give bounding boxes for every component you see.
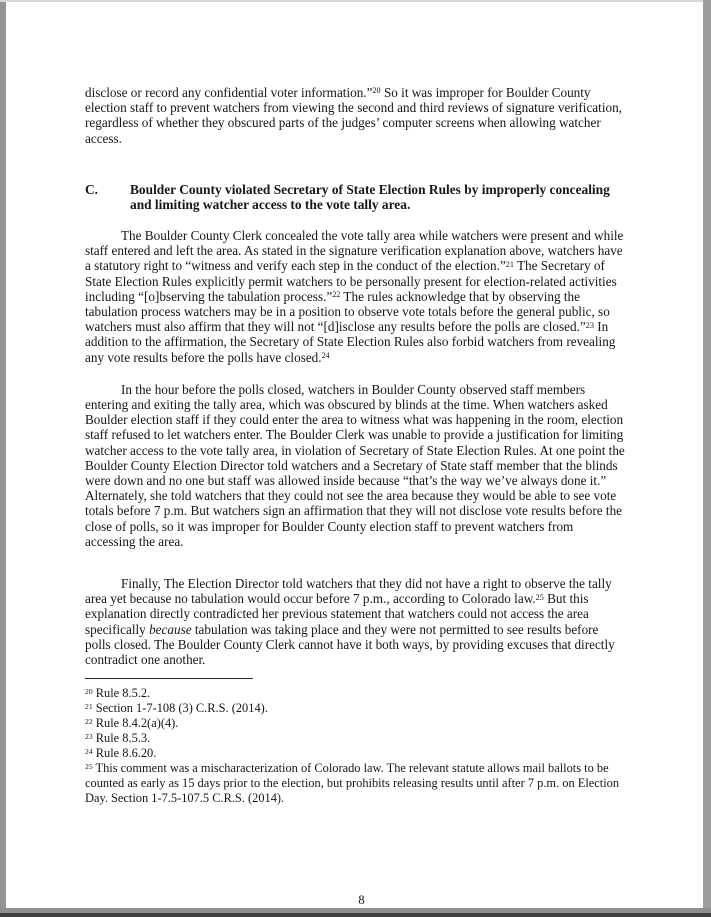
footnote-number: 25	[85, 761, 93, 771]
page-number: 8	[358, 893, 365, 907]
paragraph-text: In the hour before the polls closed, watchers in Boulder County observed staff members entering and exiting the tally area, which was obscured by blinds at the time. When watchers asked Boulder election staff if they could enter the area to witness what was happening in the room, election staff refused to let watchers enter. The Boulder Clerk was unable to provide a justification for limiting watcher access to the vote tally area, in violation of Secretary of State Election Rules. At one point the Boulder County Election Director told watchers and a Secretary of State staff member that the blinds were down and no one but staff was allowed inside because “that’s the way we’ve always done it.” Alternately, she told watchers that they could not see the area because they would be able to see vote totals before 7 p.m. But watchers sign an affirmation that they will not disclose vote results before the close of polls, so it was improper for Boulder County election staff to prevent watchers from accessing the area.	[85, 381, 625, 549]
footnote-number: 21	[85, 701, 93, 711]
footnote-25	[85, 761, 626, 806]
footnote-23	[85, 731, 626, 746]
footnote-20	[85, 686, 626, 701]
footnote-24	[85, 746, 626, 761]
page-content	[85, 85, 626, 806]
paragraph-text: Finally, The Election Director told watchers that they did not have a right to observe the tally area yet because no tabulation would occur before 7 p.m., according to Colorado law.	[85, 576, 612, 607]
document-page	[6, 2, 703, 908]
footnote-number: 22	[85, 716, 93, 726]
footnote-text: Rule 8.5.3.	[95, 731, 151, 746]
paragraph-text: In addition to the affirmation, the Secretary of State Election Rules also forbid watchers from revealing any vote results before the polls have closed.	[85, 319, 616, 365]
footnote-number: 23	[85, 731, 93, 741]
paragraph-text: tabulation was taking place and they were not permitted to see results before polls closed. The Boulder County Clerk cannot have it both ways, by providing excuses that directly contradict one another.	[85, 621, 615, 668]
paragraph-text: The Secretary of State Election Rules explicitly permit watchers to be personally present for election-related activities including “[o]bserving the tabulation process.”	[85, 258, 617, 304]
body-paragraph-2	[85, 228, 626, 365]
section-letter: C.	[85, 181, 99, 197]
footnote-text: Rule 8.6.20.	[95, 746, 157, 761]
footnote-text: Rule 8.4.2(a)(4).	[95, 716, 179, 731]
italic-text: because	[149, 621, 192, 637]
viewer-bottom-shadow	[0, 913, 711, 917]
footnote-ref-24: 24	[321, 350, 330, 360]
footnote-text: Rule 8.5.2.	[95, 686, 151, 701]
footnote-ref-25: 25	[535, 592, 544, 602]
footnote-text: This comment was a mischaracterization of Colorado law. The relevant statute allows mail ballots to be counted as early as 15 days prior to the election, but prohibits releasing results until after 7 p.m. on Election Day. Section 1-7.5-107.5 C.R.S. (2014).	[85, 761, 620, 806]
footnote-ref-22: 22	[332, 290, 341, 300]
footnote-ref-21: 21	[505, 259, 514, 269]
paragraph-text: disclose or record any confidential voter information.”	[85, 85, 373, 100]
footnote-text: Section 1-7-108 (3) C.R.S. (2014).	[95, 701, 268, 716]
body-paragraph-4	[85, 576, 626, 667]
footnote-ref-23: 23	[585, 320, 594, 330]
paragraph-text: The rules acknowledge that by observing the tabulation process watchers may be in a position to observe vote totals before the general public, so watchers must also affirm that they will not “[d]isclose any results before the polls are closed.”	[85, 288, 610, 335]
footnotes-section	[85, 686, 626, 806]
paragraph-text: But this explanation directly contradicted her previous statement that watchers could not access the area specifically	[85, 591, 589, 637]
viewer-right-edge	[703, 0, 711, 917]
footnote-number: 24	[85, 746, 93, 756]
footnote-ref-20: 20	[372, 86, 381, 96]
section-heading-text: Boulder County violated Secretary of State Election Rules by improperly concealing and limiting watcher access to the vote tally area.	[130, 181, 610, 213]
footnote-separator	[85, 678, 253, 679]
body-paragraph-1	[85, 85, 626, 146]
section-heading-c	[85, 182, 626, 213]
footnote-number: 20	[85, 686, 93, 696]
footnote-22	[85, 716, 626, 731]
paragraph-text: The Boulder County Clerk concealed the vote tally area while watchers were present and while staff entered and left the area. As stated in the signature verification explanation above, watchers have a statutory right to “witness and verify each step in the conduct of the election.”	[85, 228, 624, 274]
footnote-21	[85, 701, 626, 716]
body-paragraph-3	[85, 382, 626, 549]
paragraph-text: So it was improper for Boulder County election staff to prevent watchers from viewing the second and third reviews of signature verification, regardless of whether they obscured parts of the judges’ computer screens when allowing watcher access.	[85, 85, 622, 146]
